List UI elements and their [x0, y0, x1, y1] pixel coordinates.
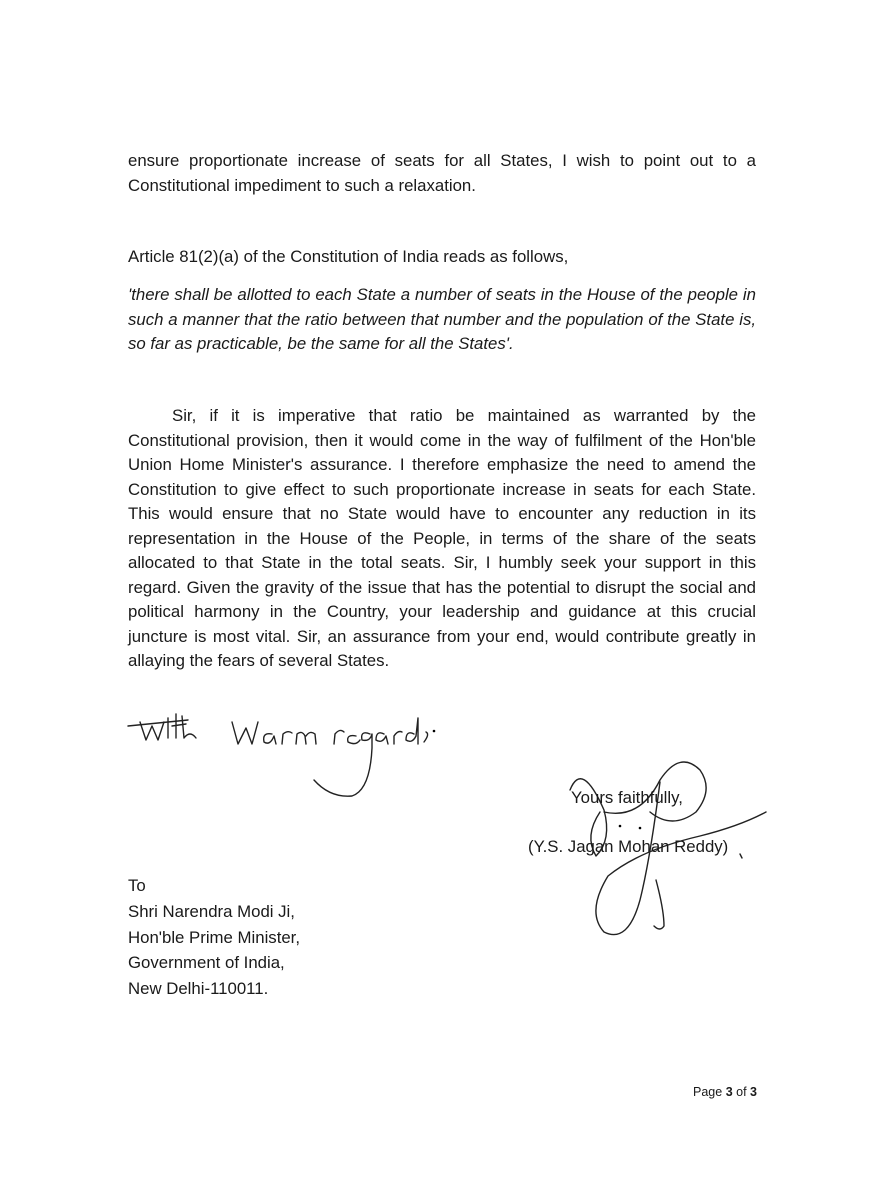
- recipient-org: Government of India,: [128, 953, 285, 973]
- page-number: [693, 1085, 757, 1099]
- constitution-quote: 'there shall be allotted to each State a number of seats in the House of the people in such a manner that the ratio between that number and the population of the State is, so far as practicable, be the same for all the States'.: [128, 285, 756, 353]
- body-paragraph-3: Sir, if it is imperative that ratio be maintained as warranted by the Constitutional provision, then it would come in the way of fulfilment of the Hon'ble Union Home Minister's assurance. I therefore emphasize the need to amend the Constitution to give effect to such proportionate increase in seats for each State. This would ensure that no State would have to encounter any reduction in its representation in the House of the People, in terms of the share of the seats allocated to that State in the total seats. Sir, I humbly seek your support in this regard. Given the gravity of the issue that has the potential to disrupt the social and political harmony in the Country, your leadership and guidance at this crucial juncture is most vital. Sir, an assurance from your end, would contribute greatly in allaying the fears of several States.: [128, 406, 756, 670]
- body-paragraph-2: Article 81(2)(a) of the Constitution of India reads as follows,: [128, 247, 569, 266]
- page-current: 3: [725, 1085, 733, 1099]
- body-paragraph-1: ensure proportionate increase of seats for all States, I wish to point out to a Constitutional impediment to such a relaxation.: [128, 151, 756, 195]
- recipient-city: New Delhi-110011.: [128, 979, 269, 999]
- page-label: Page: [693, 1085, 723, 1099]
- recipient-name: Shri Narendra Modi Ji,: [128, 901, 295, 921]
- page-total: 3: [750, 1085, 757, 1099]
- recipient-to: To: [128, 876, 146, 895]
- signer-name: (Y.S. Jagan Mohan Reddy): [528, 837, 729, 856]
- closing-yours-faithfully: Yours faithfully,: [571, 788, 683, 807]
- page-of: of: [736, 1085, 747, 1099]
- recipient-address: [128, 873, 300, 1002]
- recipient-title: Hon'ble Prime Minister,: [128, 927, 301, 947]
